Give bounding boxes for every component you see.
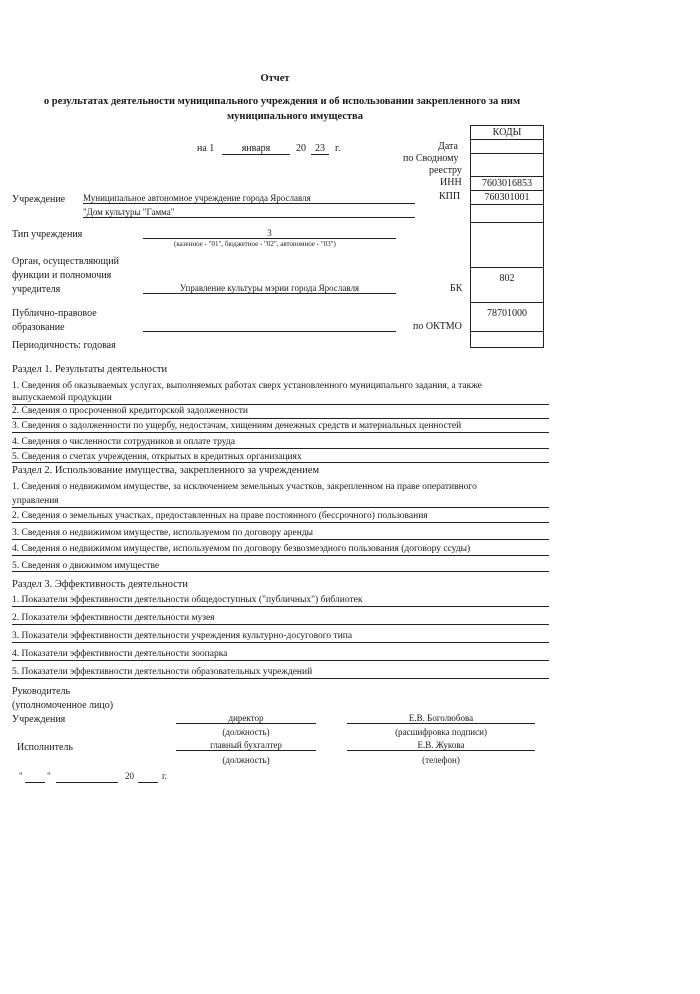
head-label-1: Руководитель <box>12 686 71 697</box>
section3-line-1 <box>12 606 549 607</box>
section1-item-5: 5. Сведения о счетах учреждения, открытых в кредитных организациях <box>12 452 302 462</box>
municipality-label-1: Публично-правовое <box>12 308 97 319</box>
section3-line-2 <box>12 624 549 625</box>
section1-line-2 <box>12 418 549 419</box>
executor-position-hint: (должность) <box>222 755 270 765</box>
section2-line-4 <box>12 555 549 556</box>
section2-item-2: 2. Сведения о земельных участках, предоставленных на праве постоянного (бессрочного) пользования <box>12 511 428 521</box>
section1-item-3: 3. Сведения о задолженности по ущербу, недостачам, хищениям денежных средств и материальных ценностей <box>12 421 462 431</box>
section2-line-2 <box>12 522 549 523</box>
date-month: января <box>222 143 290 155</box>
section3-line-3 <box>12 642 549 643</box>
date-year-prefix: 20 <box>296 143 306 154</box>
executor-position: главный бухгалтер <box>176 740 316 751</box>
codes-empty-cell-2 <box>471 222 543 267</box>
executor-name: Е.В. Жукова <box>347 740 535 751</box>
executor-label: Исполнитель <box>17 742 73 753</box>
codes-registry-cell <box>471 153 543 176</box>
codes-registry-label-2: реестру <box>429 165 462 176</box>
section3-item-1: 1. Показатели эффективности деятельности общедоступных ("публичных") библиотек <box>12 595 363 605</box>
founder-value: Управление культуры мэрии города Ярославля <box>143 283 396 294</box>
date-suffix: г. <box>335 143 341 154</box>
codes-empty-cell-1 <box>471 204 543 222</box>
institution-type-hint: (казенное - "01", бюджетное - "02", автономное - "03") <box>174 240 336 248</box>
executor-name-hint: (телефон) <box>422 755 460 765</box>
report-subtitle-line1: о результатах деятельности муниципального учреждения и об использовании закрепленного за ним <box>43 96 521 107</box>
founder-label-1: Орган, осуществляющий <box>12 256 119 267</box>
section2-item-1-cont: управления <box>12 496 59 506</box>
section1-item-4: 4. Сведения о численности сотрудников и оплате труда <box>12 437 235 447</box>
institution-name-line1: Муниципальное автономное учреждение города Ярославля <box>83 193 415 204</box>
section1-line-5 <box>12 462 549 463</box>
periodicity-label: Периодичность: годовая <box>12 340 116 351</box>
section2-item-1: 1. Сведения о недвижимом имуществе, за исключением земельных участков, закрепленном на праве оперативного <box>12 482 477 492</box>
founder-label-2: функции и полномочия <box>12 270 112 281</box>
section3-title: Раздел 3. Эффективность деятельности <box>12 579 188 590</box>
sign-date-day-line <box>25 772 45 783</box>
section3-item-5: 5. Показатели эффективности деятельности образовательных учреждений <box>12 667 313 677</box>
report-title: Отчет <box>260 73 290 84</box>
section3-item-2: 2. Показатели эффективности деятельности музея <box>12 613 215 623</box>
head-name-hint: (расшифровка подписи) <box>395 727 487 737</box>
section1-item-1-cont: выпускаемой продукции <box>12 393 112 403</box>
date-prefix: на 1 <box>197 143 215 154</box>
sign-date-year-line <box>138 772 158 783</box>
municipality-label-2: образование <box>12 322 65 333</box>
section1-line-4 <box>12 448 549 449</box>
institution-type-label: Тип учреждения <box>12 229 83 240</box>
section1-line-3 <box>12 432 549 433</box>
codes-inn-cell: 7603016853 <box>471 176 543 190</box>
codes-date-label: Дата <box>438 141 458 152</box>
section1-title: Раздел 1. Результаты деятельности <box>12 364 168 375</box>
head-label-2: (уполномоченное лицо) <box>12 700 114 711</box>
codes-header: КОДЫ <box>492 127 522 138</box>
sign-date-suffix: г. <box>162 771 167 781</box>
section2-title: Раздел 2. Использование имущества, закрепленного за учреждением <box>12 465 320 476</box>
section3-line-4 <box>12 660 549 661</box>
section1-item-1: 1. Сведения об оказываемых услугах, выполняемых работах сверх установленного муниципальнго задания, а также <box>12 381 482 391</box>
municipality-value-line <box>143 319 396 332</box>
date-year: 23 <box>311 143 329 155</box>
codes-inn-label: ИНН <box>440 177 462 188</box>
section3-line-5 <box>12 678 549 679</box>
codes-kpp-cell: 760301001 <box>471 190 543 204</box>
head-label-3: Учреждения <box>12 714 66 725</box>
codes-bk-cell: 802 <box>471 267 543 302</box>
section2-line-1 <box>12 507 549 508</box>
section1-line-1 <box>12 404 549 405</box>
head-position: директор <box>176 713 316 724</box>
section2-line-3 <box>12 539 549 540</box>
section2-item-3: 3. Сведения о недвижимом имуществе, используемом по договору аренды <box>12 528 314 538</box>
sign-date-open-quote: " <box>19 771 23 781</box>
institution-type-value: 3 <box>143 228 396 239</box>
codes-bk-label: БК <box>450 283 463 294</box>
sign-date-close-quote: " <box>47 771 51 781</box>
codes-oktmo-label: по ОКТМО <box>413 321 462 332</box>
head-position-hint: (должность) <box>222 727 270 737</box>
head-name: Е.В. Боголюбова <box>347 713 535 724</box>
codes-registry-label-1: по Сводному <box>403 153 459 164</box>
codes-date-cell <box>471 139 543 153</box>
institution-label: Учреждение <box>12 194 66 205</box>
section2-item-4: 4. Сведения о недвижимом имуществе, используемом по договору безвозмездного пользования (договору ссуды) <box>12 544 471 554</box>
section1-item-2: 2. Сведения о просроченной кредиторской задолженности <box>12 406 248 416</box>
codes-kpp-label: КПП <box>439 191 461 202</box>
section2-line-5 <box>12 571 549 572</box>
codes-oktmo-cell: 78701000 <box>471 302 543 331</box>
section2-item-5: 5. Сведения о движимом имуществе <box>12 561 160 571</box>
report-subtitle-line2: муниципального имущества <box>227 111 363 122</box>
founder-label-3: учредителя <box>12 284 61 295</box>
sign-date-month-line <box>56 772 118 783</box>
section3-item-4: 4. Показатели эффективности деятельности зоопарка <box>12 649 228 659</box>
institution-name-line2: "Дом культуры "Гамма" <box>83 207 415 218</box>
sign-date-year-prefix: 20 <box>125 771 134 781</box>
codes-periodicity-cell <box>471 331 543 347</box>
codes-table <box>470 125 544 348</box>
section3-item-3: 3. Показатели эффективности деятельности учреждения культурно-досугового типа <box>12 631 353 641</box>
